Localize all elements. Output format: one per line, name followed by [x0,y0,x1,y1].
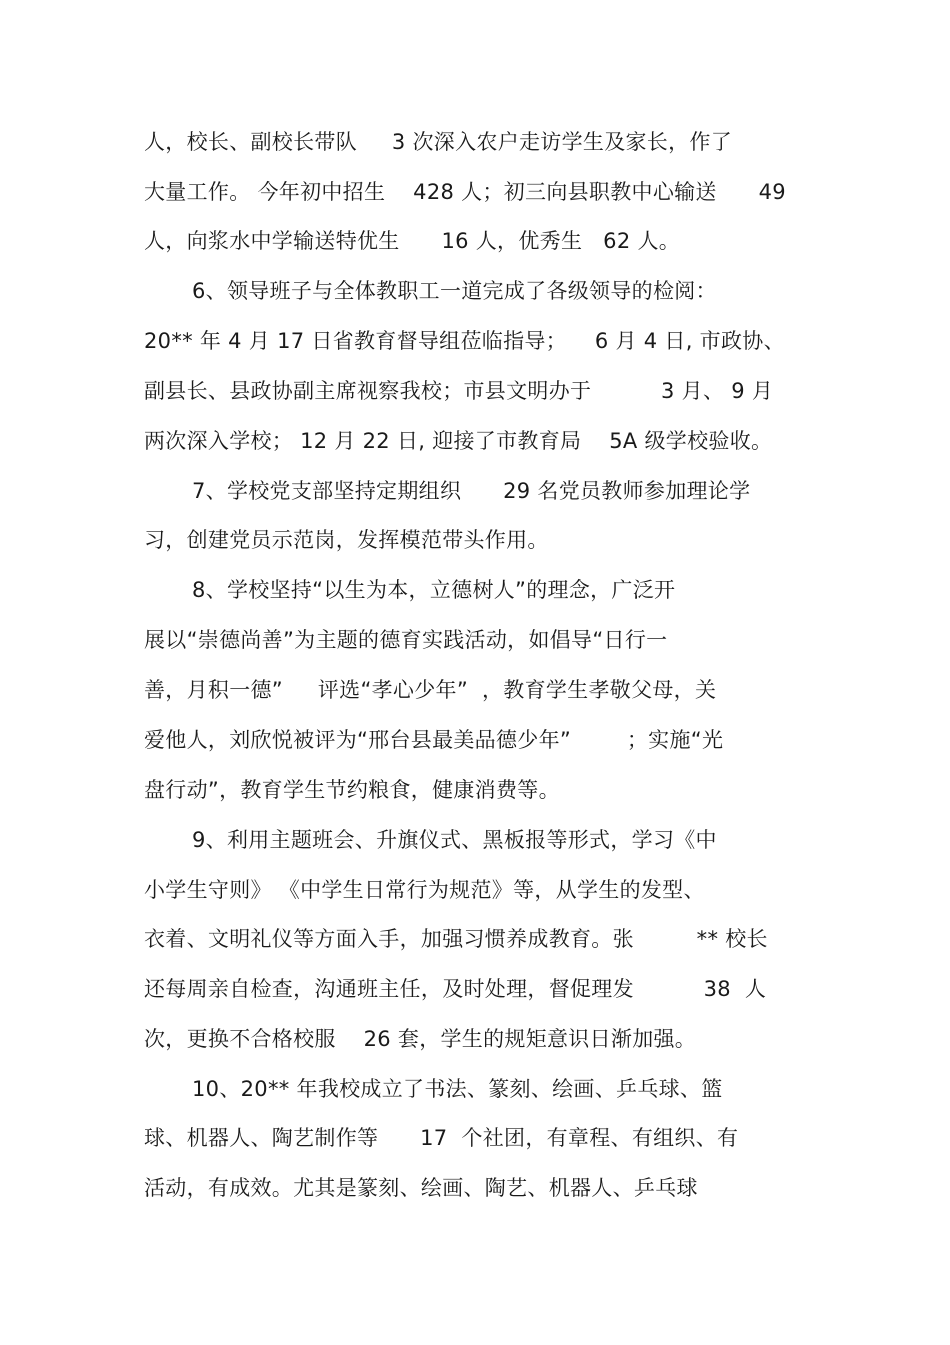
text-line: 人，向浆水中学输送特优生 16 人，优秀生 62 人。 [144,229,681,253]
text-line: 次，更换不合格校服 26 套，学生的规矩意识日渐加强。 [144,1027,697,1051]
text-line: 两次深入学校； 12 月 22 日, 迎接了市教育局 5A 级学校验收。 [144,429,773,453]
paragraph-start-line: 7、学校党支部坚持定期组织 29 名党员教师参加理论学 [192,479,751,503]
paragraph-start-line: 6、领导班子与全体教职工一道完成了各级领导的检阅： [192,279,717,303]
paragraph-start-line: 10、20** 年我校成立了书法、篆刻、绘画、乒乓球、篮 [192,1077,723,1101]
text-line: 还每周亲自检查，沟通班主任，及时处理，督促理发 38 人 [144,977,767,1001]
text-line: 20** 年 4 月 17 日省教育督导组莅临指导； 6 月 4 日, 市政协、 [144,329,785,353]
text-line: 人，校长、副校长带队 3 次深入农户走访学生及家长，作了 [144,130,733,154]
text-line: 小学生守则》 《中学生日常行为规范》等，从学生的发型、 [144,878,705,902]
text-line: 活动，有成效。尤其是篆刻、绘画、陶艺、机器人、乒乓球 [144,1176,698,1200]
text-line: 爱他人，刘欣悦被评为“邢台县最美品德少年” ；实施“光 [144,728,724,752]
text-line: 大量工作。 今年初中招生 428 人；初三向县职教中心输送 49 [144,180,786,204]
paragraph-start-line: 8、学校坚持“以生为本，立德树人”的理念，广泛开 [192,578,676,602]
paragraph-start-line: 9、利用主题班会、升旗仪式、黑板报等形式，学习《中 [192,828,717,852]
text-line: 衣着、文明礼仪等方面入手，加强习惯养成教育。张 ** 校长 [144,927,768,951]
text-line: 球、机器人、陶艺制作等 17 个社团，有章程、有组织、有 [144,1126,739,1150]
text-line: 习，创建党员示范岗，发挥模范带头作用。 [144,528,549,552]
text-line: 展以“崇德尚善”为主题的德育实践活动，如倡导“日行一 [144,628,668,652]
text-line: 盘行动”，教育学生节约粮食，健康消费等。 [144,778,560,802]
text-line: 副县长、县政协副主席视察我校；市县文明办于 3 月、 9 月 [144,379,774,403]
text-line: 善，月积一德” 评选“孝心少年” ，教育学生孝敬父母，关 [144,678,717,702]
